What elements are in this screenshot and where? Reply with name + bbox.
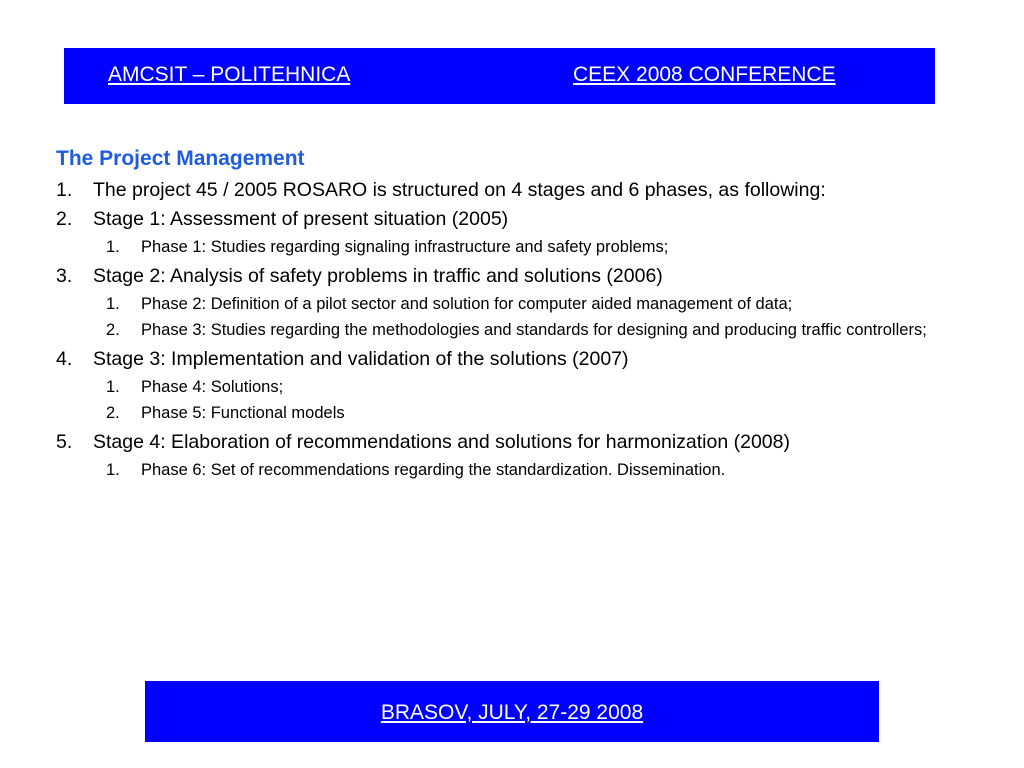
sub-item-number: 2. [106, 404, 120, 422]
sub-item-text: Phase 6: Set of recommendations regarding the standardization. Dissemination. [141, 461, 726, 479]
header-banner [64, 48, 935, 104]
list-item-text: Stage 1: Assessment of present situation (2005) [93, 208, 509, 230]
sub-item-number: 1. [106, 378, 120, 396]
sub-item-number: 1. [106, 461, 120, 479]
list-item-number: 1. [56, 179, 73, 201]
slide-content [56, 142, 986, 485]
list-item-number: 3. [56, 265, 73, 287]
sub-item-text: Phase 4: Solutions; [141, 378, 284, 396]
list-item-3 [56, 262, 986, 291]
list-item-5 [56, 428, 986, 457]
sub-item-number: 2. [106, 321, 120, 339]
list-item-1 [56, 176, 986, 205]
sub-item-text: Phase 1: Studies regarding signaling infrastructure and safety problems; [141, 238, 669, 256]
list-item-text: The project 45 / 2005 ROSARO is structured on 4 stages and 6 phases, as following: [93, 179, 826, 201]
sub-item-text: Phase 2: Definition of a pilot sector and solution for computer aided management of data; [141, 295, 793, 313]
list-item-number: 5. [56, 431, 73, 453]
header-right-text: CEEX 2008 CONFERENCE [573, 63, 836, 86]
sub-item-3-2 [56, 402, 986, 424]
list-item-text: Stage 2: Analysis of safety problems in traffic and solutions (2006) [93, 265, 663, 287]
sub-item-number: 1. [106, 238, 120, 256]
list-item-number: 4. [56, 348, 73, 370]
list-item-number: 2. [56, 208, 73, 230]
list-item-text: Stage 4: Elaboration of recommendations and solutions for harmonization (2008) [93, 431, 790, 453]
sub-item-text: Phase 3: Studies regarding the methodologies and standards for designing and producing traffic controllers; [141, 321, 927, 339]
sub-item-1-1 [56, 236, 986, 258]
footer-banner [145, 681, 879, 742]
header-left-text: AMCSIT – POLITEHNICA [108, 63, 351, 86]
sub-item-2-1 [56, 293, 986, 315]
list-item-4 [56, 345, 986, 374]
list-item-text: Stage 3: Implementation and validation of the solutions (2007) [93, 348, 629, 370]
sub-item-number: 1. [106, 295, 120, 313]
section-title: The Project Management [56, 147, 305, 170]
sub-item-3-1 [56, 376, 986, 398]
sub-item-text: Phase 5: Functional models [141, 404, 345, 422]
sub-item-2-2 [56, 319, 986, 341]
footer-text: BRASOV, JULY, 27-29 2008 [380, 701, 644, 724]
list-item-2 [56, 205, 986, 234]
sub-item-4-1 [56, 459, 986, 481]
